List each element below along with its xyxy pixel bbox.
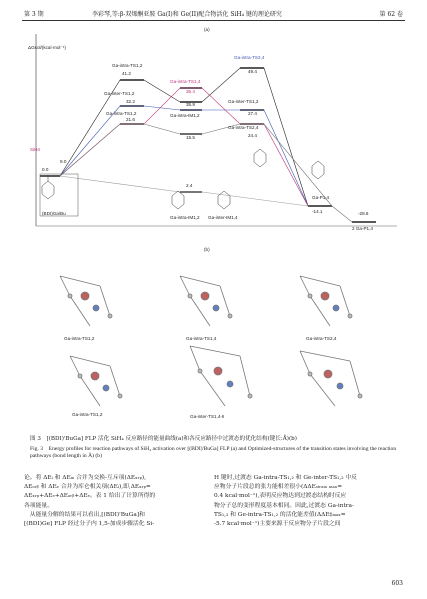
molecule-ts24 [254, 149, 266, 167]
value-41: 41.2 [122, 71, 131, 76]
molecule-reactant [42, 175, 54, 199]
structure-1-label: Ga-intra-TS1,2 [64, 336, 95, 341]
value-21: 21.6 [126, 117, 135, 122]
label-inter-ts12b: Ga-inter-TS1,2 [228, 99, 259, 104]
figure-caption-zh: 图 3 [(BDI)'BuGa] FLP 活化 SiH₄ 反应路径的能量曲线(a)和各反应路径中过渡态的优化结构(键长:Å)(b) [30, 436, 297, 442]
page-number: 603 [391, 580, 403, 587]
value-35: 35.9 [186, 102, 195, 107]
molecule-im14 [218, 191, 230, 209]
structure-2-label: Ga-intra-TS1,4 [186, 336, 217, 341]
body-left-line: ΔEₒᵣᵦ 和 ΔEₑ 合并为库仑相关项(ΔEᵢ),即,ΔEₓᵣₚ= [24, 484, 151, 491]
label-intra-ts24b: Ga-intra-TS2,4 [228, 125, 259, 130]
body-left-line: 各项能量。 [24, 502, 53, 509]
panel-b-label: (b) [204, 247, 210, 252]
panel-a-label: (a) [204, 27, 210, 32]
running-header-center: 李彩琴,等:β-双烯酮亚胺 Ga(I)和 Ge(II)配合物活化 SiH₄ 键的理论研究 [92, 11, 282, 18]
body-left-line: ΔEₓᵣₚ+ΔEₑ+ΔEₒᵣᵦ+ΔEₑ。表 1 给出了计算所得的 [24, 493, 156, 500]
structure-6 [300, 351, 362, 406]
value-27: 27.4 [248, 111, 257, 116]
molecule-product [312, 161, 324, 179]
value-m14: -14.1 [312, 209, 323, 214]
label-intra-im12: Ga-intra-IM1,2 [170, 113, 200, 118]
figure-caption-en: Fig. 3 Energy profiles for reaction pathways of SiH₄ activation over [(BDI)'BuGa] FLP (a) and Optimized-structures of the transition states involving the reaction pathways (bond length in Å) (b) [30, 446, 397, 460]
value-36: 36.4 [186, 89, 195, 94]
running-header-left: 第 3 期 [24, 11, 44, 18]
value-24: 24.4 [248, 133, 257, 138]
reactant-box [40, 174, 78, 216]
body-right-line: 物分子总的变形程度基本相同。因此,过渡态 Ga-intra- [214, 502, 354, 509]
structure-3 [300, 276, 352, 326]
value-m28: -28.6 [358, 211, 369, 216]
body-right-line: 应物分子片段总的张力能相差很小(ΔΔEₛₜᵣₐᵢₙ ₘₐₓ= [214, 484, 343, 491]
header-rule [22, 20, 405, 21]
value-0: 0.0 [42, 167, 49, 172]
value-32: 32.2 [126, 99, 135, 104]
structures-figure [40, 256, 400, 426]
value-2: 2.4 [186, 183, 193, 188]
value-15: 15.5 [186, 135, 195, 140]
path-gray [60, 124, 352, 222]
path-magenta [60, 88, 308, 206]
value-9: 9.0 [60, 159, 67, 164]
label-ga-p14b: 2 Ga-P1,4 [352, 226, 373, 231]
body-right-line: -5.7 kcal·mol⁻¹)主要来源于反应物分子片段之间 [214, 521, 341, 528]
running-header-right: 第 62 卷 [379, 11, 403, 18]
structures-svg [40, 256, 400, 426]
label-intra-ts12: Ga-intra-TS1,2 [112, 63, 143, 68]
molecule-im12 [172, 191, 184, 209]
structure-2 [180, 276, 232, 326]
energy-profile-figure [22, 26, 405, 241]
body-left-column [24, 474, 206, 529]
body-right-line: H 键时,过渡态 Ga-intra-TS₁,₂ 和 Ge-inter-TS₁,₂ 中反 [214, 475, 357, 481]
body-right-column [214, 474, 404, 529]
structure-4 [70, 356, 122, 406]
label-intra-ts14: Ga-intra-TS1,4 [170, 79, 201, 84]
body-left-line: 论。将 ΔEᵢ 和 ΔEₘ 合并为交换-互斥项(ΔEₓᵣₚ), [24, 475, 147, 481]
energy-profile-svg [22, 26, 405, 241]
label-im12-struct: Ga-intra-IM1,2 [170, 215, 200, 220]
structure-4-label: Ga-intra-TS1,2 [72, 412, 103, 417]
body-right-line: TS₁,₂ 和 Ge-intra-TS₁,₂ 的活化能差值(ΔΔE‡ₘₐₓ= [214, 511, 346, 518]
label-intra-ts24: Ga-intra-TS2,4 [234, 55, 265, 60]
value-49: 49.4 [248, 69, 257, 74]
structure-1 [60, 276, 112, 326]
y-axis-label: ΔGsol/(kcal·mol⁻¹) [28, 45, 66, 50]
label-ga-p14: Ga-P1,4 [312, 195, 330, 200]
body-right-line: 0.4 kcal·mol⁻¹),表明反应物达到过渡态结构时反应 [214, 493, 347, 500]
label-bdi: (BDI)Ga/Bu [42, 211, 66, 216]
structure-5-label: Ga-inter-TS1,4-II [190, 414, 225, 419]
label-sih4: SiH4 [30, 147, 40, 152]
label-inter-im14: Ga-inter-IM1,4 [208, 215, 238, 220]
label-intra-ts12b: Ga-intra-TS1,2 [106, 111, 137, 116]
label-inter-ts12: Ga-inter-TS1,2 [104, 91, 135, 96]
structure-5 [190, 346, 252, 406]
body-left-line: 从能量分解的结果可以看出,[(BDI)'BuGa]和 [24, 511, 145, 518]
path-blue [60, 106, 308, 206]
structure-3-label: Ga-intra-TS2,4 [306, 336, 337, 341]
body-left-line: [(BDI)Ge] FLP 经过分子内 1,5-加成步骤活化 Si- [24, 521, 155, 528]
